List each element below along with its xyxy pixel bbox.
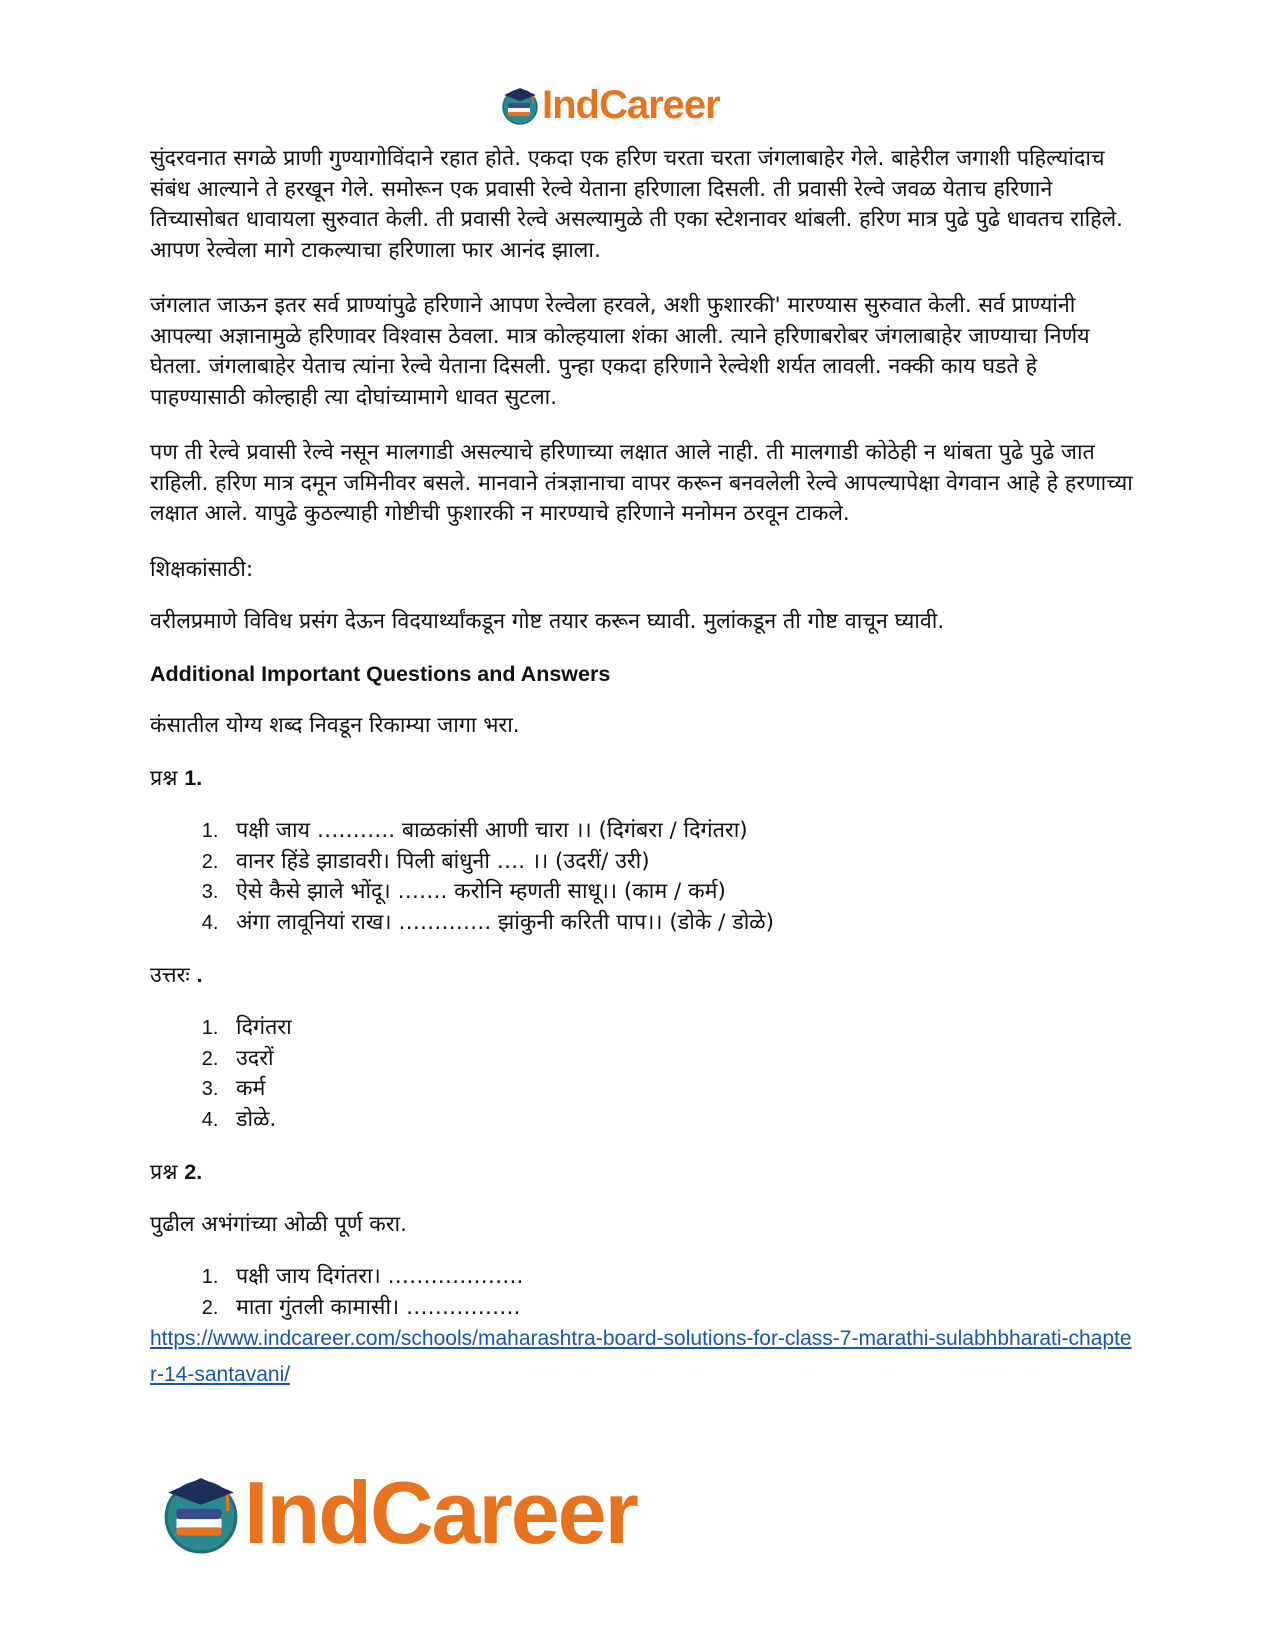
story-paragraph-2: जंगलात जाऊन इतर सर्व प्राण्यांपुढे हरिणाने आपण रेल्वेला हरवले, अशी फुशारकी' मारण्यास सुरुवात केली. सर्व प्राण्यांनी आपल्या अज्ञानामुळे हरिणावर विश्वास ठेवला. मात्र कोल्हयाला शंका आली. त्याने हरिणाबरोबर जंगलाबाहेर जाण्याचा निर्णय घेतला. जंगलाबाहेर येताच त्यांना रेल्वे येताना दिसली. पुन्हा एकदा हरिणाने रेल्वेशी शर्यत लावली. नक्की काय घडते हे पाहण्यासाठी कोल्हाही त्या दोघांच्यामागे धावत सुटला.	[150, 293, 1090, 410]
list-item: 3. कर्म	[224, 1074, 1135, 1105]
teachers-note: वरीलप्रमाणे विविध प्रसंग देऊन विदयार्थ्यांकडून गोष्ट तयार करून घ्यावी. मुलांकडून ती गोष्ट वाचून घ्यावी.	[150, 608, 945, 634]
source-link[interactable]: https://www.indcareer.com/schools/maharashtra-board-solutions-for-class-7-marathi-sulabhbharati-chapter-14-santavani/	[150, 1327, 1132, 1386]
list-item: 2. माता गुंतली कामासी। …………….	[224, 1293, 1135, 1324]
question-2-label	[150, 1157, 1135, 1188]
brand-wordmark: IndCareer	[244, 1463, 637, 1562]
teachers-label: शिक्षकांसाठी:	[150, 556, 254, 582]
list-item: 2. वानर हिंडे झाडावरी। पिली बांधुनी …. ।। (उदरीं/ उरी)	[224, 847, 1135, 878]
answer-label: उत्तरः	[150, 963, 190, 988]
instruction-fill-blanks: कंसातील योग्य शब्द निवडून रिकाम्या जागा भरा.	[150, 713, 520, 738]
question-2-instruction: पुढील अभंगांच्या ओळी पूर्ण करा.	[150, 1212, 407, 1237]
story-paragraph-3: पण ती रेल्वे प्रवासी रेल्वे नसून मालगाडी असल्याचे हरिणाच्या लक्षात आले नाही. ती मालगाडी कोठेही न थांबता पुढे पुढे जात राहिली. हरिण मात्र दमून जमिनीवर बसले. मानवाने तंत्रज्ञानाचा वापर करून बनवलेली रेल्वे आपल्यापेक्षा वेगवान आहे हे हरणाच्या लक्षात आले. यापुढे कुठल्याही गोष्टीची फुशारकी न मारण्याचे हरिणाने मनोमन ठरवून टाकले.	[150, 440, 1133, 526]
question-2-list	[150, 1262, 1135, 1323]
indcareer-logo-top[interactable]	[500, 80, 720, 130]
list-item: 3. ऐसे कैसे झाले भोंदू। ……. करोनि म्हणती साधू।। (काम / कर्म)	[224, 877, 1135, 908]
question-label: प्रश्न	[150, 1160, 178, 1185]
brand-wordmark: IndCareer	[542, 83, 720, 127]
answer-1-label	[150, 960, 1135, 991]
list-item: 1. पक्षी जाय ……….. बाळकांसी आणी चारा ।। (दिगंबरा / दिगंतरा)	[224, 816, 1135, 847]
list-item: 2. उदरों	[224, 1044, 1135, 1075]
question-label: प्रश्न	[150, 766, 178, 791]
answer-1-list	[150, 1013, 1135, 1135]
section-heading: Additional Important Questions and Answers	[150, 662, 611, 686]
main-content	[150, 144, 1135, 1393]
graduation-cap-icon	[500, 85, 540, 125]
story-paragraph-1: सुंदरवनात सगळे प्राणी गुण्यागोविंदाने रहात होते. एकदा एक हरिण चरता चरता जंगलाबाहेर गेले. बाहेरील जगाशी पहिल्यांदाच संबंध आल्याने ते हरखून गेले. समोरून एक प्रवासी रेल्वे येताना हरिणाला दिसली. ती प्रवासी रेल्वे जवळ येताच हरिणाने तिच्यासोबत धावायला सुरुवात केली. ती प्रवासी रेल्वे असल्यामुळे ती एका स्टेशनावर थांबली. हरिण मात्र पुढे पुढे धावतच राहिले. आपण रेल्वेला मागे टाकल्याचा हरिणाला फार आनंद झाला.	[150, 146, 1124, 263]
question-number: 2.	[184, 1160, 203, 1184]
question-1-list	[150, 816, 1135, 938]
question-1-label	[150, 763, 1135, 794]
graduation-cap-icon	[160, 1472, 242, 1554]
answer-label-suffix: .	[196, 963, 203, 987]
list-item: 4. अंगा लावूनियां राख। …………. झांकुनी करिती पाप।। (डोके / डोळे)	[224, 908, 1135, 939]
list-item: 4. डोळे.	[224, 1105, 1135, 1136]
list-item: 1. दिगंतरा	[224, 1013, 1135, 1044]
question-number: 1.	[184, 766, 203, 790]
list-item: 1. पक्षी जाय दिगंतरा। ……………….	[224, 1262, 1135, 1293]
indcareer-logo-bottom[interactable]	[160, 1463, 637, 1562]
